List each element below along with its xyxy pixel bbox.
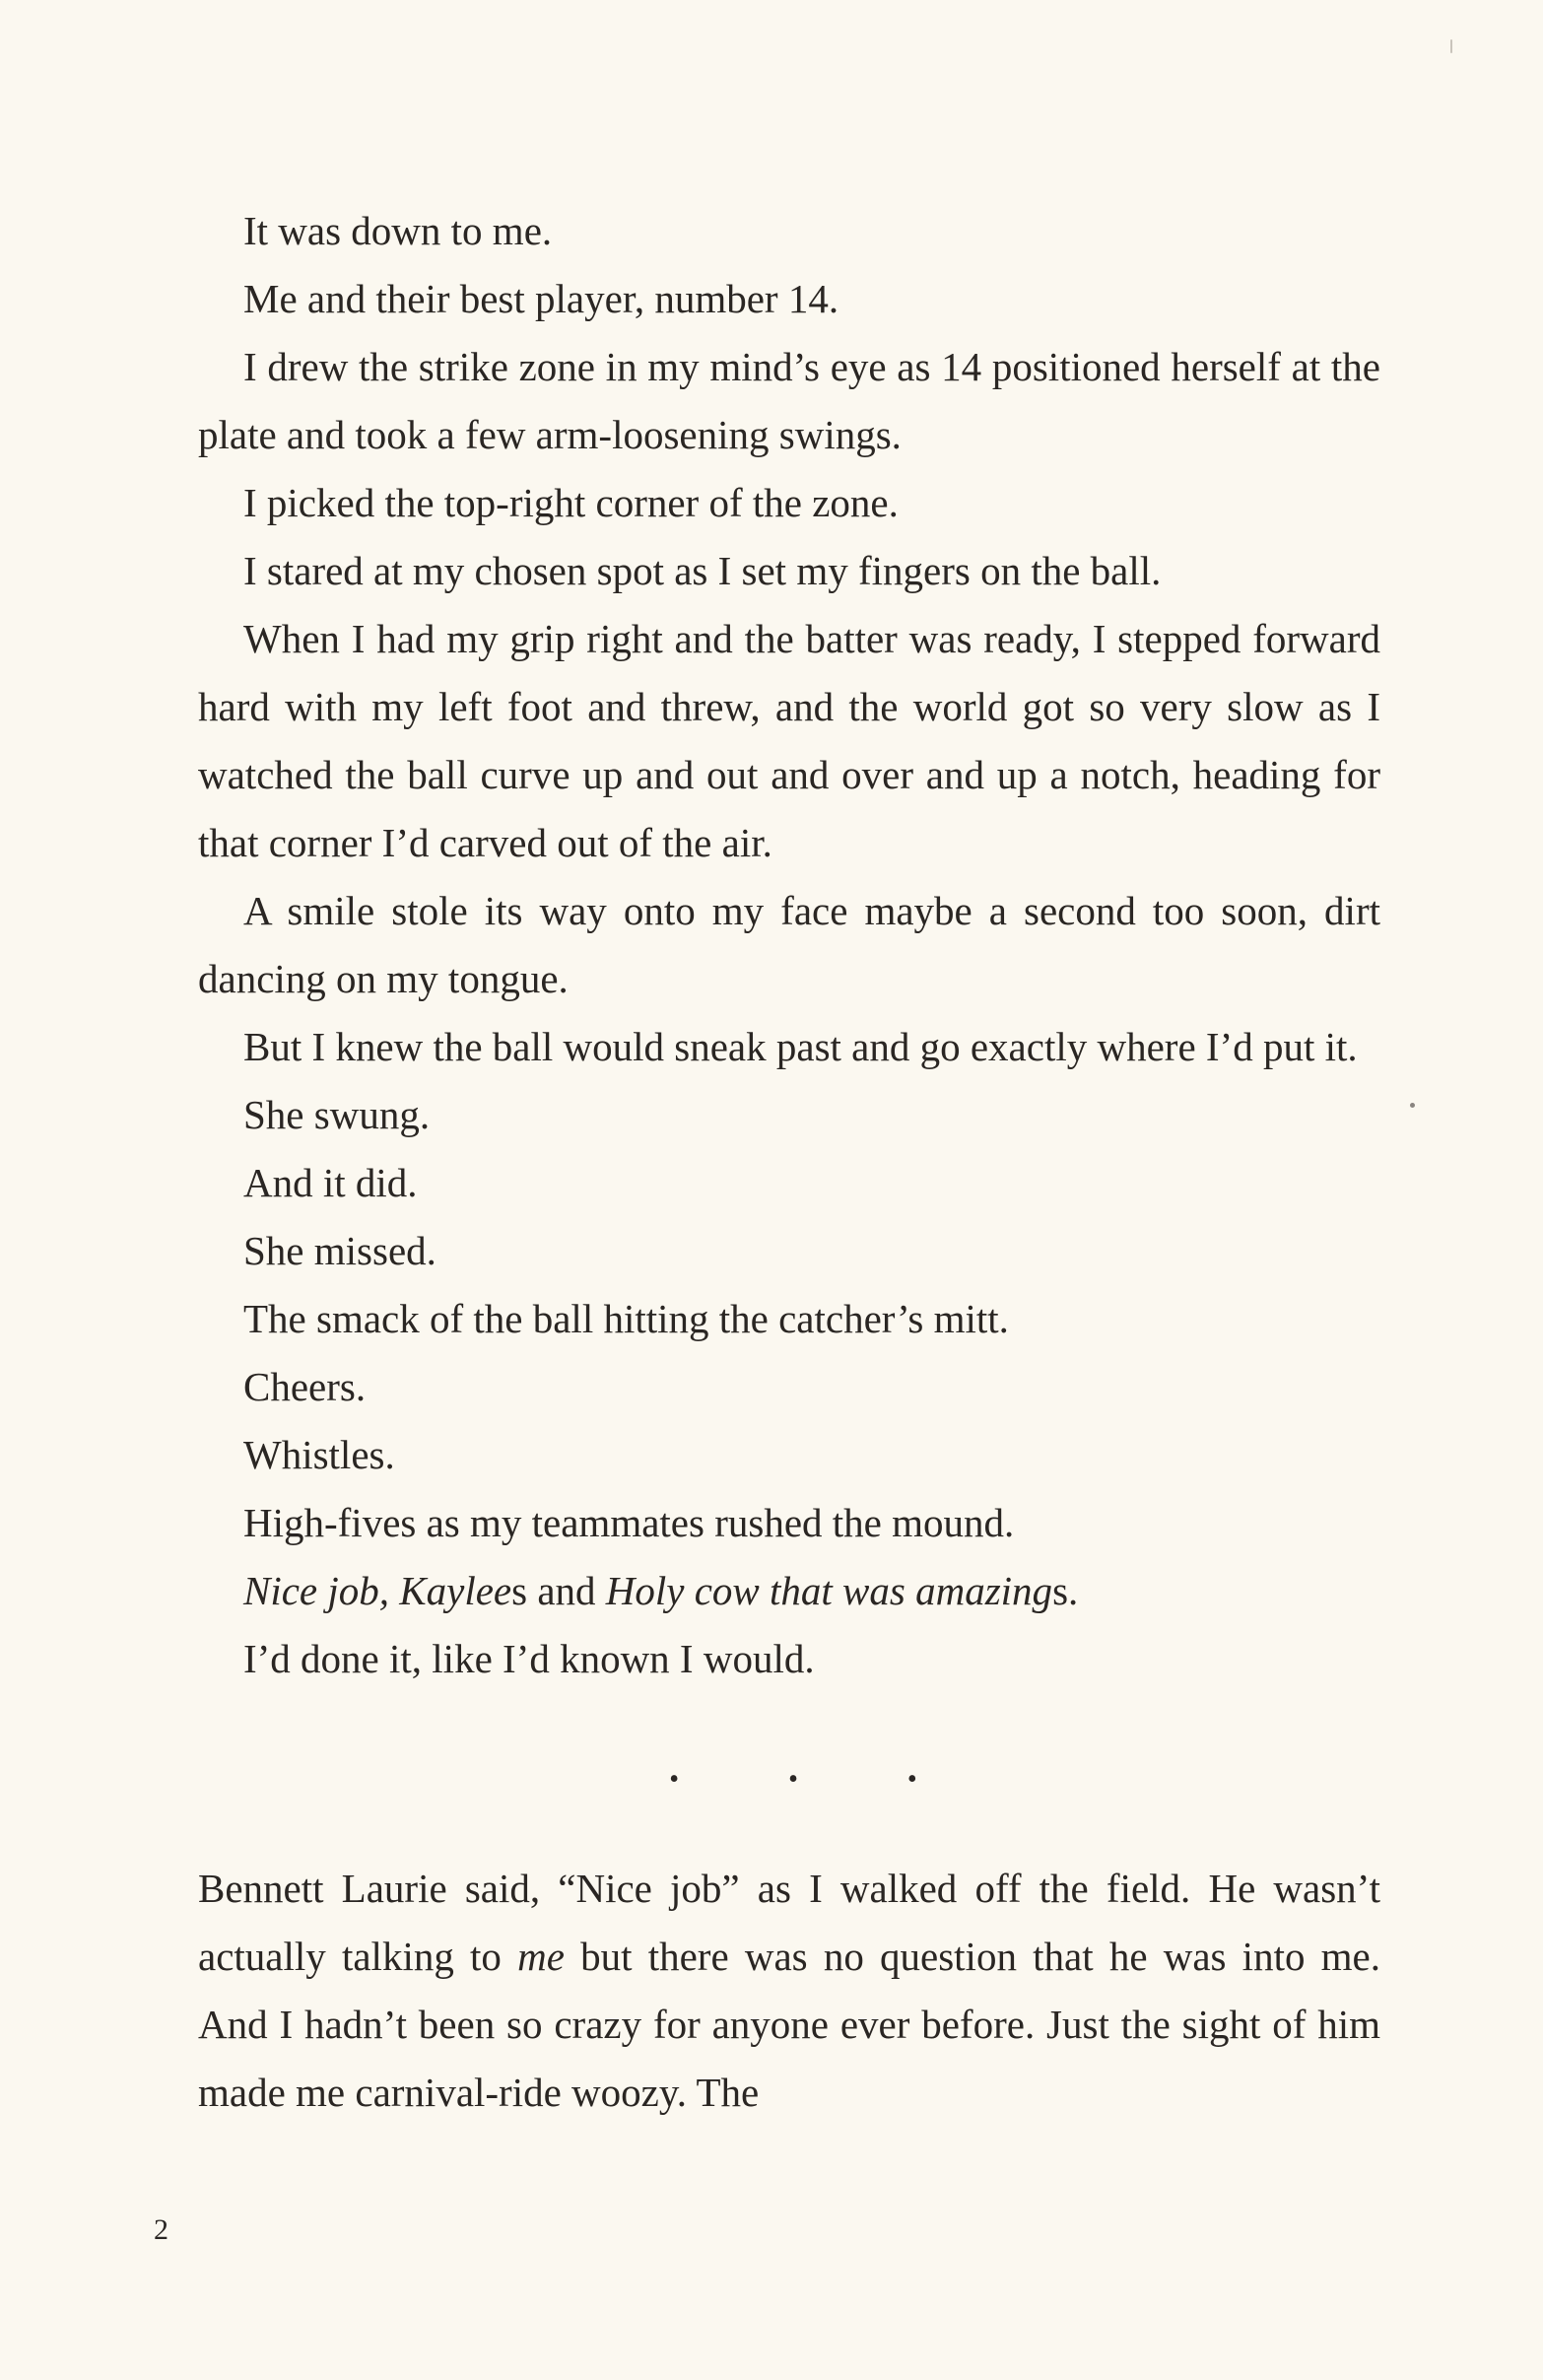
paragraph: I stared at my chosen spot as I set my fingers on the ball. xyxy=(243,548,1162,593)
text-run: but there was no question that he was into me. And I hadn’t been so crazy for anyone ever before. Just the sight of him made me carnival-ride woozy. The xyxy=(198,1934,1380,2115)
paragraph: I drew the strike zone in my mind’s eye as 14 positioned herself at the plate and took a few arm-loosening swings. xyxy=(198,344,1380,457)
page-number: 2 xyxy=(154,2213,168,2246)
paragraph: But I knew the ball would sneak past and go exactly where I’d put it. xyxy=(243,1024,1358,1069)
paragraph: A smile stole its way onto my face maybe a second too soon, dirt dancing on my tongue. xyxy=(198,888,1380,1001)
paragraph: When I had my grip right and the batter was ready, I stepped forward hard with my left foot and threw, and the world got so very slow as I watched the ball curve up and out and over and up a notch, heading for that corner I’d carved out of the air. xyxy=(198,616,1380,865)
paragraph: She swung. xyxy=(243,1092,431,1137)
paragraph: High-fives as my teammates rushed the mound. xyxy=(243,1500,1015,1545)
paragraph: Cheers. xyxy=(243,1364,367,1409)
text-run: s. xyxy=(1052,1568,1079,1613)
body-text xyxy=(198,197,1380,2127)
section-break-dots: • • • xyxy=(669,1764,969,1795)
paragraph: And it did. xyxy=(243,1160,418,1205)
paragraph: I picked the top-right corner of the zone. xyxy=(243,480,899,525)
final-paragraph xyxy=(198,1855,1380,2127)
text-run: Bennett Laurie said, “Nice job” as I walked off the field. He wasn’t actually talking to xyxy=(198,1866,1380,1979)
paragraph: The smack of the ball hitting the catcher’s mitt. xyxy=(243,1296,1009,1341)
paragraph: I’d done it, like I’d known I would. xyxy=(243,1636,815,1681)
paragraph: It was down to me. xyxy=(243,208,553,253)
paragraph: She missed. xyxy=(243,1228,436,1273)
italic-dialogue-paragraph xyxy=(198,1557,1380,1625)
paper-speck xyxy=(1450,39,1452,53)
paper-speck xyxy=(1410,1103,1415,1108)
paragraph: Me and their best player, number 14. xyxy=(243,276,839,321)
section-break xyxy=(198,1723,1380,1837)
paragraph: Whistles. xyxy=(243,1432,395,1477)
text-run: s and xyxy=(511,1568,606,1613)
italic-word: me xyxy=(517,1934,565,1979)
italic-phrase: Nice job, Kaylee xyxy=(243,1568,512,1613)
italic-phrase: Holy cow that was amazing xyxy=(605,1568,1053,1613)
